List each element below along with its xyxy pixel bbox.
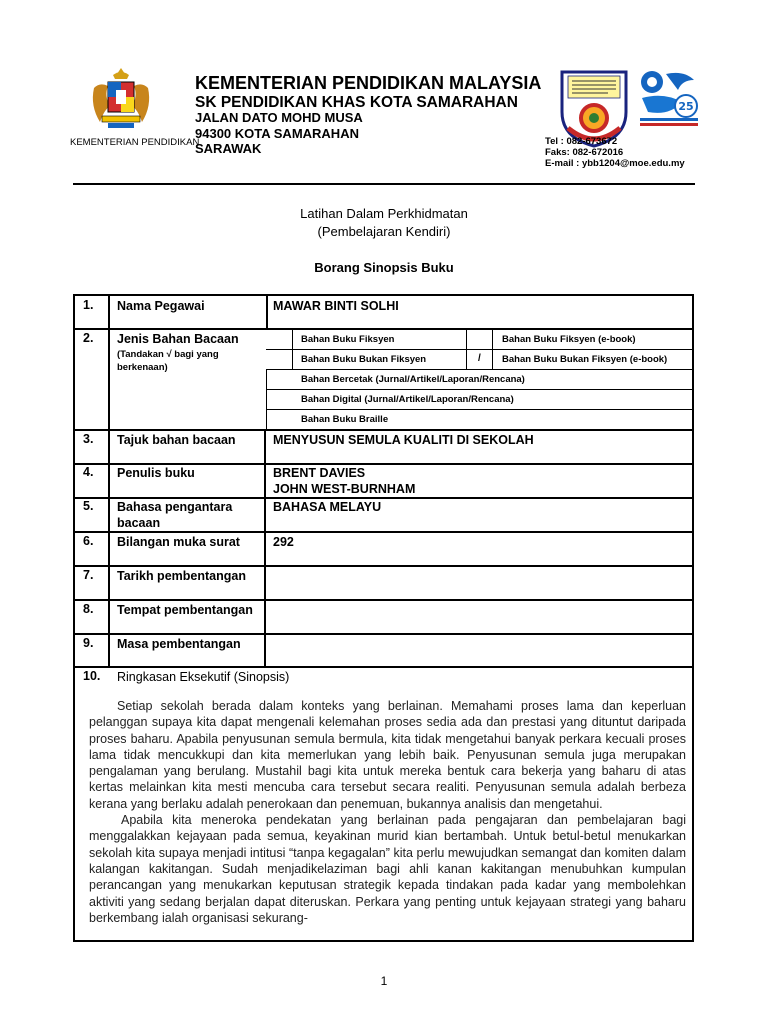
col-divider-2a: [266, 296, 268, 329]
opt-line-1: [266, 349, 692, 350]
row-1-label: Nama Pegawai: [117, 299, 205, 313]
header-divider: [73, 183, 695, 185]
row-3-value: MENYUSUN SEMULA KUALITI DI SEKOLAH: [273, 433, 534, 447]
row-line-9: [75, 666, 692, 668]
row-line-7: [75, 599, 692, 601]
option-fiction: Bahan Buku Fiksyen: [301, 334, 395, 345]
row-3-number: 3.: [83, 432, 94, 446]
row-9-number: 9.: [83, 636, 94, 650]
row-2-note: (Tandakan √ bagi yang berkenaan): [117, 349, 219, 373]
row-6-number: 6.: [83, 534, 94, 548]
row-1-number: 1.: [83, 298, 94, 312]
row-4-value: BRENT DAVIES: [273, 466, 366, 480]
opt-line-2: [266, 369, 692, 370]
row-5-value: BAHASA MELAYU: [273, 500, 382, 514]
row-line-8: [75, 633, 692, 635]
row-4-number: 4.: [83, 465, 94, 479]
page-number: 1: [380, 974, 388, 988]
row-7-number: 7.: [83, 568, 94, 582]
row-1-value: MAWAR BINTI SOLHI: [273, 299, 399, 313]
form-title: Borang Sinopsis Buku: [314, 260, 454, 275]
row-line-5: [75, 531, 692, 533]
row-10-label: Ringkasan Eksekutif (Sinopsis): [117, 670, 290, 684]
option-nonfiction-ebook: Bahan Buku Bukan Fiksyen (e-book): [502, 354, 668, 365]
email-text: E-mail : ybb1204@moe.edu.my: [545, 158, 685, 169]
row-5-label-2: bacaan: [117, 516, 161, 530]
malaysia-coat-of-arms-icon: [88, 66, 154, 136]
row-5-label: Bahasa pengantara: [117, 500, 233, 514]
row-4-value-2: JOHN WEST-BURNHAM: [273, 482, 416, 496]
row-2-number: 2.: [83, 331, 94, 345]
synopsis-text: [89, 698, 686, 926]
fax-text: Faks: 082-672016: [545, 147, 624, 158]
row-line-2: [75, 429, 692, 431]
tel-text: Tel : 082-673672: [545, 136, 618, 147]
row-10-number: 10.: [83, 669, 101, 683]
row-6-label: Bilangan muka surat: [117, 535, 240, 549]
address-line-2: 94300 KOTA SAMARAHAN: [195, 125, 359, 141]
row-9-label: Masa pembentangan: [117, 637, 241, 651]
nonfiction-check-mark: /: [478, 353, 481, 364]
row-5-number: 5.: [83, 499, 94, 513]
synopsis-form-table: [73, 294, 694, 942]
program-25-logo-icon: [636, 68, 700, 130]
opt-line-4: [266, 409, 692, 410]
row-2-label: Jenis Bahan Bacaan: [117, 332, 239, 346]
row-line-6: [75, 565, 692, 567]
address-line-1: JALAN DATO MOHD MUSA: [195, 110, 363, 125]
opt-vline-1: [292, 329, 293, 369]
opt-vline-3: [492, 329, 493, 369]
crest-caption: KEMENTERIAN PENDIDIKAN: [70, 137, 200, 148]
opt-line-3: [266, 389, 692, 390]
row-4-label: Penulis buku: [117, 466, 195, 480]
row-8-label: Tempat pembentangan: [117, 603, 253, 617]
opt-vline-2: [466, 329, 467, 369]
option-print: Bahan Bercetak (Jurnal/Artikel/Laporan/Rencana): [301, 374, 525, 385]
row-8-number: 8.: [83, 602, 94, 616]
doc-title-line-1: Latihan Dalam Perkhidmatan: [300, 206, 468, 221]
address-line-3: SARAWAK: [195, 141, 262, 156]
synopsis-paragraph-1: Setiap sekolah berada dalam konteks yang berlainan. Memahami proses lama dan keperluan pelanggan supaya kita dapat mengenali kelemahan proses sedia ada dan prestasi yang dituntut daripada proses baharu. Apabila penyusunan semula bermula, kita tidak mengetahui banyak perkara kecuali proses lama tidak mencukkupi dan kita memerlukan yang lebih baik. Penyusunan semula juga merupakan pengalaman yang berulang. Mustahil bagi kita untuk mereka bentuk cara bekerja yang baharu di atas kertas melainkan kita mesti mencuba cara tersebut secara realiti. Penyusunan semula adalah berbeza kerana yang berlaku adalah penerokaan dan penemuan, bukannya analisis dan mengetahui.: [89, 699, 686, 811]
ministry-title: KEMENTERIAN PENDIDIKAN MALAYSIA: [195, 73, 542, 93]
school-name: SK PENDIDIKAN KHAS KOTA SAMARAHAN: [195, 94, 518, 111]
row-3-label: Tajuk bahan bacaan: [117, 433, 236, 447]
col-divider-1: [108, 296, 110, 666]
school-address: [195, 110, 363, 157]
contact-info: [545, 136, 685, 169]
synopsis-paragraph-2: Apabila kita meneroka pendekatan yang berlainan pada pengajaran dan pembelajaran bagi menggalakkan kejayaan pada semua, keyakinan murid kian bertambah. Untuk betul-betul menukarkan sekolah kita supaya menjadi intitusi “tanpa kegagalan” kita perlu mewujudkan semangat dan komiten dalam kalangan kakitangan. Sudah menjadikelaziman bagi ahli kanan kakitangan menubuhkan kumpulan perancangan yang menukarkan keputusan strategik kepada tindakan pada kadar yang membolehkan aktiviti yang sedang berjalan dapat diteruskan. Perkara yang penting untuk kejayaan strategi yang baharu berkembang ialah organisasi sekurang-: [89, 813, 686, 925]
svg-text:25: 25: [678, 100, 694, 113]
reading-material-options: [266, 329, 692, 429]
opt-vline-0: [266, 369, 267, 429]
doc-title-line-2: (Pembelajaran Kendiri): [317, 224, 451, 239]
row-6-value: 292: [273, 535, 294, 549]
option-nonfiction: Bahan Buku Bukan Fiksyen: [301, 354, 427, 365]
option-fiction-ebook: Bahan Buku Fiksyen (e-book): [502, 334, 636, 345]
row-7-label: Tarikh pembentangan: [117, 569, 246, 583]
option-digital: Bahan Digital (Jurnal/Artikel/Laporan/Rencana): [301, 394, 514, 405]
option-braille: Bahan Buku Braille: [301, 414, 389, 425]
